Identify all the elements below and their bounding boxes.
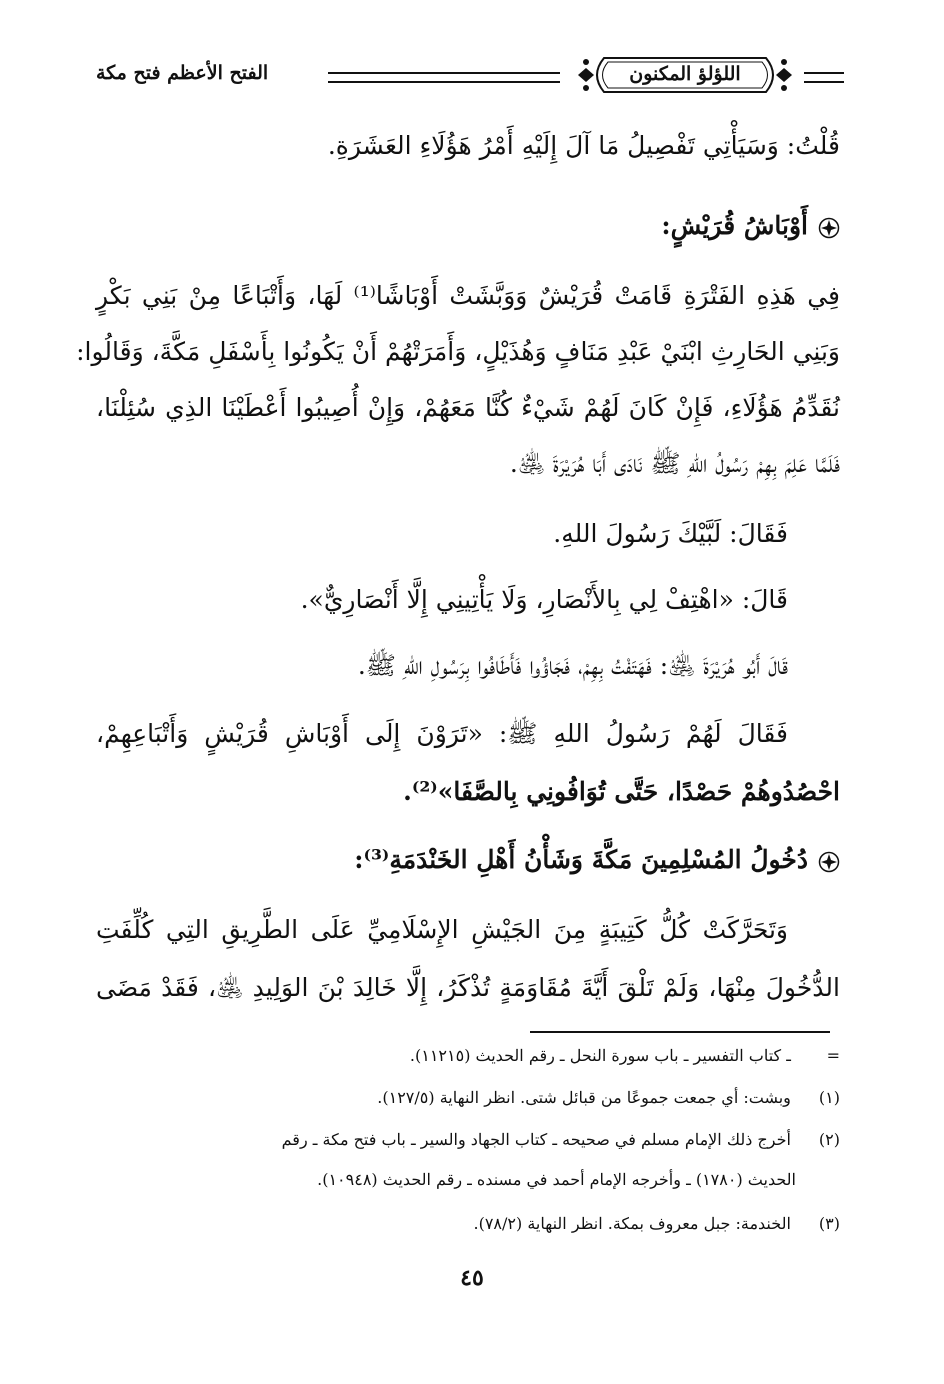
- header-rule-right: [804, 72, 844, 83]
- footnote-text: ـ كتاب التفسير ـ باب سورة النحل ـ رقم الحديث (١١٢١٥).: [409, 1046, 791, 1065]
- text-line: وَبَنِي الحَارِثِ ابْنَيْ عَبْدِ مَنَافٍ وَهُذَيْلٍ، وَأَمَرَتْهُمْ أَنْ يَكُونُوا بِأَسْفَلِ مَكَّةَ، وَقَالُوا:: [76, 337, 840, 366]
- section-heading: [354, 832, 840, 888]
- header-rule-left: [328, 72, 560, 83]
- chapter-title: الفتح الأعظم فتح مكة: [96, 62, 269, 84]
- footnote-2-continued: [317, 1170, 796, 1189]
- text-line: فِي هَذِهِ الفَتْرَةِ قَامَتْ قُرَيْشٌ وَوَبَّشَتْ أَوْبَاشًا⁽¹⁾ لَهَا، وَأَتْبَاعًا مِنْ بَنِي بَكْرٍ: [96, 281, 840, 310]
- section-heading: [661, 198, 840, 254]
- footnote-number: (٣): [818, 1214, 840, 1233]
- text-line: قَالَ: «اهْتِفْ لِي بِالأَنْصَارِ، وَلَا يَأْتِينِي إِلَّا أَنْصَارِيٌّ».: [300, 585, 788, 614]
- text-line: الدُّخُولَ مِنْهَا، وَلَمْ تَلْقَ أَيَّةَ مُقَاوَمَةٍ تُذْكَرُ، إِلَّا خَالِدَ بْنَ الوَلِيدِ ﵁، فَقَدْ مَضَى: [96, 973, 840, 1002]
- text-line: نُقَدِّمُ هَؤُلَاءِ، فَإِنْ كَانَ لَهُمْ شَيْءٌ كُنَّا مَعَهُمْ، وَإِنْ أُصِيبُوا أَعْطَيْنَا الذِي سُئِلْنَا،: [96, 393, 840, 422]
- text-line: فَلَمَّا عَلِمَ بِهِمْ رَسُولُ اللهِ ﷺ نَادَى أَبَا هُرَيْرَةَ ﵁.: [509, 449, 840, 478]
- heading-text: دُخُولُ المُسْلِمِينَ مَكَّةَ وَشَأْنُ أَهْلِ الخَنْدَمَةِ⁽³⁾:: [354, 845, 808, 874]
- footnote-number: (٢): [818, 1130, 840, 1149]
- footnote-1: [377, 1088, 840, 1107]
- footnote-3: [473, 1214, 840, 1233]
- text-line: قَالَ أَبُو هُرَيْرَةَ ﵁: فَهَتَفْتُ بِهِمْ، فَجَاؤُوا فَأَطَافُوا بِرَسُولِ اللهِ ﷺ.: [357, 651, 788, 680]
- book-title-cartouche: [574, 54, 796, 96]
- text-line: احْصُدُوهُمْ حَصْدًا، حَتَّى تُوَافُونِي بِالصَّفَا»⁽²⁾.: [403, 777, 840, 806]
- footnote-text: الخندمة: جبل معروف بمكة. انظر النهاية (٧٨/٢).: [473, 1214, 791, 1233]
- footnote-separator: [530, 1031, 830, 1033]
- continuation-mark: =: [826, 1046, 840, 1065]
- flower-ornament-icon: [818, 217, 840, 239]
- text-line: فَقَالَ: لَبَّيْكَ رَسُولَ اللهِ.: [553, 519, 788, 548]
- footnote-text: أخرج ذلك الإمام مسلم في صحيحه ـ كتاب الجهاد والسير ـ باب فتح مكة ـ رقم: [281, 1130, 791, 1149]
- running-header: [96, 52, 846, 100]
- footnote-text: وبشت: أي جمعت جموعًا من قبائل شتى. انظر النهاية (١٢٧/٥).: [377, 1088, 791, 1107]
- footnote-text: الحديث (١٧٨٠) ـ وأخرجه الإمام أحمد في مسنده ـ رقم الحديث (١٠٩٤٨).: [317, 1170, 796, 1189]
- flower-ornament-icon: [818, 851, 840, 873]
- heading-text: أَوْبَاشُ قُرَيْشٍ:: [661, 211, 808, 240]
- page-number: ٤٥: [460, 1265, 484, 1291]
- text-line: قُلْتُ: وَسَيَأْتِي تَفْصِيلُ مَا آلَ إِلَيْهِ أَمْرُ هَؤُلَاءِ العَشَرَةِ.: [327, 131, 840, 160]
- footnote-number: (١): [818, 1088, 840, 1107]
- text-line: وَتَحَرَّكَتْ كُلُّ كَتِيبَةٍ مِنَ الجَيْشِ الإِسْلَامِيِّ عَلَى الطَّرِيقِ التِي كُلِّفَتِ: [96, 915, 788, 944]
- footnote-continuation: [410, 1046, 840, 1065]
- footnote-2: [282, 1130, 840, 1149]
- text-line: فَقَالَ لَهُمْ رَسُولُ اللهِ ﷺ: «تَرَوْنَ إِلَى أَوْبَاشِ قُرَيْشٍ وَأَتْبَاعِهِمْ،: [96, 719, 788, 748]
- book-title: اللؤلؤ المكنون: [629, 63, 741, 85]
